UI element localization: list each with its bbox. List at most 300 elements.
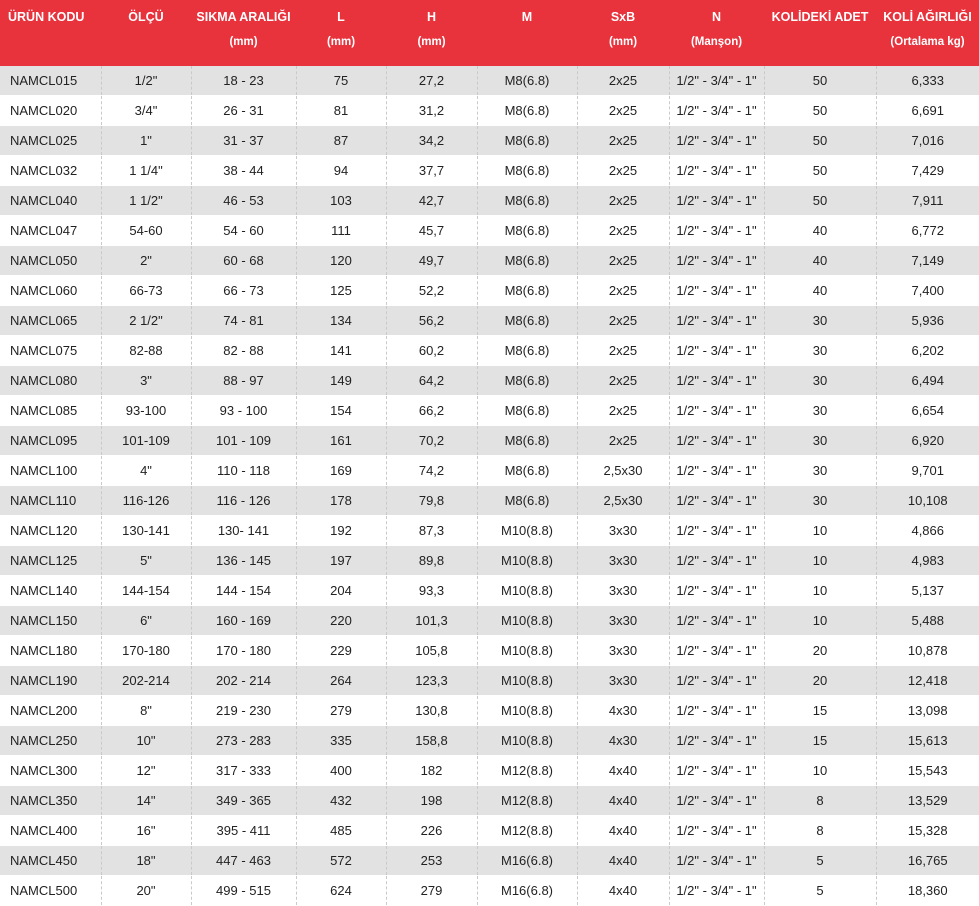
product-code-cell: NAMCL120 [0, 516, 101, 546]
header-clamp-range: SIKMA ARALIĞI [191, 0, 296, 33]
size-cell: 1" [101, 126, 191, 156]
box-quantity-cell: 30 [764, 486, 876, 516]
clamp-range-cell: 349 - 365 [191, 786, 296, 816]
clamp-range-cell: 219 - 230 [191, 696, 296, 726]
h-cell: 37,7 [386, 156, 477, 186]
header-m: M [477, 0, 577, 33]
h-cell: 130,8 [386, 696, 477, 726]
clamp-range-cell: 54 - 60 [191, 216, 296, 246]
clamp-range-cell: 38 - 44 [191, 156, 296, 186]
m-cell: M8(6.8) [477, 456, 577, 486]
clamp-range-cell: 395 - 411 [191, 816, 296, 846]
m-cell: M8(6.8) [477, 66, 577, 96]
size-cell: 10" [101, 726, 191, 756]
product-code-cell: NAMCL080 [0, 366, 101, 396]
size-cell: 6" [101, 606, 191, 636]
header-box-weight: KOLİ AĞIRLIĞI [876, 0, 979, 33]
box-quantity-cell: 10 [764, 756, 876, 786]
m-cell: M10(8.8) [477, 516, 577, 546]
header-sxb: SxB [577, 0, 669, 33]
l-cell: 154 [296, 396, 386, 426]
unit-product-code [0, 33, 101, 66]
unit-m [477, 33, 577, 66]
h-cell: 105,8 [386, 636, 477, 666]
product-code-cell: NAMCL075 [0, 336, 101, 366]
box-quantity-cell: 10 [764, 516, 876, 546]
sxb-cell: 2x25 [577, 426, 669, 456]
n-cell: 1/2" - 3/4" - 1" [669, 216, 764, 246]
box-quantity-cell: 10 [764, 576, 876, 606]
table-row [0, 816, 979, 846]
size-cell: 2" [101, 246, 191, 276]
box-quantity-cell: 15 [764, 696, 876, 726]
l-cell: 432 [296, 786, 386, 816]
sxb-cell: 2x25 [577, 126, 669, 156]
m-cell: M12(8.8) [477, 786, 577, 816]
box-quantity-cell: 50 [764, 186, 876, 216]
h-cell: 93,3 [386, 576, 477, 606]
box-quantity-cell: 50 [764, 66, 876, 96]
m-cell: M12(8.8) [477, 816, 577, 846]
clamp-range-cell: 31 - 37 [191, 126, 296, 156]
table-row [0, 306, 979, 336]
n-cell: 1/2" - 3/4" - 1" [669, 246, 764, 276]
table-row [0, 396, 979, 426]
table-row [0, 666, 979, 696]
size-cell: 12" [101, 756, 191, 786]
box-quantity-cell: 50 [764, 156, 876, 186]
clamp-range-cell: 499 - 515 [191, 876, 296, 906]
n-cell: 1/2" - 3/4" - 1" [669, 846, 764, 876]
box-weight-cell: 4,983 [876, 546, 979, 576]
n-cell: 1/2" - 3/4" - 1" [669, 636, 764, 666]
clamp-range-cell: 88 - 97 [191, 366, 296, 396]
box-weight-cell: 6,920 [876, 426, 979, 456]
size-cell: 1/2" [101, 66, 191, 96]
unit-sxb: (mm) [577, 33, 669, 66]
product-code-cell: NAMCL047 [0, 216, 101, 246]
size-cell: 54-60 [101, 216, 191, 246]
unit-box-weight: (Ortalama kg) [876, 33, 979, 66]
table-row [0, 366, 979, 396]
l-cell: 120 [296, 246, 386, 276]
h-cell: 101,3 [386, 606, 477, 636]
box-quantity-cell: 30 [764, 336, 876, 366]
clamp-range-cell: 116 - 126 [191, 486, 296, 516]
sxb-cell: 4x40 [577, 876, 669, 906]
h-cell: 79,8 [386, 486, 477, 516]
m-cell: M8(6.8) [477, 156, 577, 186]
size-cell: 8" [101, 696, 191, 726]
product-code-cell: NAMCL060 [0, 276, 101, 306]
l-cell: 264 [296, 666, 386, 696]
clamp-range-cell: 130- 141 [191, 516, 296, 546]
table-row [0, 516, 979, 546]
unit-h: (mm) [386, 33, 477, 66]
box-quantity-cell: 30 [764, 396, 876, 426]
h-cell: 27,2 [386, 66, 477, 96]
l-cell: 75 [296, 66, 386, 96]
size-cell: 20" [101, 876, 191, 906]
product-code-cell: NAMCL025 [0, 126, 101, 156]
m-cell: M10(8.8) [477, 666, 577, 696]
h-cell: 49,7 [386, 246, 477, 276]
sxb-cell: 3x30 [577, 666, 669, 696]
clamp-range-cell: 136 - 145 [191, 546, 296, 576]
box-quantity-cell: 30 [764, 456, 876, 486]
box-quantity-cell: 20 [764, 666, 876, 696]
h-cell: 34,2 [386, 126, 477, 156]
m-cell: M10(8.8) [477, 606, 577, 636]
sxb-cell: 3x30 [577, 546, 669, 576]
n-cell: 1/2" - 3/4" - 1" [669, 786, 764, 816]
size-cell: 66-73 [101, 276, 191, 306]
n-cell: 1/2" - 3/4" - 1" [669, 366, 764, 396]
size-cell: 170-180 [101, 636, 191, 666]
box-quantity-cell: 15 [764, 726, 876, 756]
box-weight-cell: 7,400 [876, 276, 979, 306]
l-cell: 400 [296, 756, 386, 786]
box-weight-cell: 6,494 [876, 366, 979, 396]
box-weight-cell: 16,765 [876, 846, 979, 876]
h-cell: 70,2 [386, 426, 477, 456]
unit-l: (mm) [296, 33, 386, 66]
box-weight-cell: 4,866 [876, 516, 979, 546]
header-unit-row [0, 33, 979, 66]
product-code-cell: NAMCL250 [0, 726, 101, 756]
h-cell: 66,2 [386, 396, 477, 426]
box-weight-cell: 7,429 [876, 156, 979, 186]
table-row [0, 216, 979, 246]
table-row [0, 636, 979, 666]
product-code-cell: NAMCL300 [0, 756, 101, 786]
size-cell: 93-100 [101, 396, 191, 426]
l-cell: 178 [296, 486, 386, 516]
n-cell: 1/2" - 3/4" - 1" [669, 396, 764, 426]
sxb-cell: 3x30 [577, 576, 669, 606]
h-cell: 226 [386, 816, 477, 846]
clamp-range-cell: 110 - 118 [191, 456, 296, 486]
size-cell: 1 1/4" [101, 156, 191, 186]
size-cell: 14" [101, 786, 191, 816]
h-cell: 89,8 [386, 546, 477, 576]
product-code-cell: NAMCL190 [0, 666, 101, 696]
l-cell: 103 [296, 186, 386, 216]
box-weight-cell: 15,328 [876, 816, 979, 846]
header-product-code: ÜRÜN KODU [0, 0, 101, 33]
l-cell: 279 [296, 696, 386, 726]
product-code-cell: NAMCL050 [0, 246, 101, 276]
box-weight-cell: 10,108 [876, 486, 979, 516]
l-cell: 111 [296, 216, 386, 246]
product-code-cell: NAMCL500 [0, 876, 101, 906]
h-cell: 182 [386, 756, 477, 786]
n-cell: 1/2" - 3/4" - 1" [669, 456, 764, 486]
box-weight-cell: 7,911 [876, 186, 979, 216]
h-cell: 31,2 [386, 96, 477, 126]
table-row [0, 96, 979, 126]
box-weight-cell: 5,137 [876, 576, 979, 606]
box-quantity-cell: 5 [764, 846, 876, 876]
n-cell: 1/2" - 3/4" - 1" [669, 726, 764, 756]
product-code-cell: NAMCL040 [0, 186, 101, 216]
product-code-cell: NAMCL150 [0, 606, 101, 636]
sxb-cell: 2x25 [577, 216, 669, 246]
clamp-range-cell: 160 - 169 [191, 606, 296, 636]
sxb-cell: 2x25 [577, 156, 669, 186]
m-cell: M10(8.8) [477, 546, 577, 576]
n-cell: 1/2" - 3/4" - 1" [669, 156, 764, 186]
n-cell: 1/2" - 3/4" - 1" [669, 516, 764, 546]
sxb-cell: 2x25 [577, 276, 669, 306]
product-code-cell: NAMCL110 [0, 486, 101, 516]
table-row [0, 156, 979, 186]
table-row [0, 336, 979, 366]
l-cell: 192 [296, 516, 386, 546]
sxb-cell: 2x25 [577, 246, 669, 276]
l-cell: 149 [296, 366, 386, 396]
n-cell: 1/2" - 3/4" - 1" [669, 426, 764, 456]
h-cell: 198 [386, 786, 477, 816]
table-row [0, 546, 979, 576]
n-cell: 1/2" - 3/4" - 1" [669, 876, 764, 906]
l-cell: 572 [296, 846, 386, 876]
l-cell: 197 [296, 546, 386, 576]
table-row [0, 66, 979, 96]
h-cell: 60,2 [386, 336, 477, 366]
clamp-range-cell: 447 - 463 [191, 846, 296, 876]
product-code-cell: NAMCL200 [0, 696, 101, 726]
box-weight-cell: 10,878 [876, 636, 979, 666]
h-cell: 87,3 [386, 516, 477, 546]
sxb-cell: 4x30 [577, 696, 669, 726]
h-cell: 45,7 [386, 216, 477, 246]
box-quantity-cell: 30 [764, 366, 876, 396]
h-cell: 253 [386, 846, 477, 876]
table-row [0, 786, 979, 816]
table-row [0, 426, 979, 456]
box-quantity-cell: 40 [764, 216, 876, 246]
box-quantity-cell: 20 [764, 636, 876, 666]
sxb-cell: 2,5x30 [577, 456, 669, 486]
header-title-row [0, 0, 979, 33]
clamp-range-cell: 66 - 73 [191, 276, 296, 306]
clamp-range-cell: 60 - 68 [191, 246, 296, 276]
size-cell: 130-141 [101, 516, 191, 546]
box-quantity-cell: 40 [764, 246, 876, 276]
m-cell: M8(6.8) [477, 216, 577, 246]
size-cell: 18" [101, 846, 191, 876]
sxb-cell: 3x30 [577, 606, 669, 636]
box-quantity-cell: 50 [764, 96, 876, 126]
product-code-cell: NAMCL350 [0, 786, 101, 816]
clamp-range-cell: 46 - 53 [191, 186, 296, 216]
m-cell: M16(6.8) [477, 876, 577, 906]
box-quantity-cell: 40 [764, 276, 876, 306]
m-cell: M16(6.8) [477, 846, 577, 876]
n-cell: 1/2" - 3/4" - 1" [669, 276, 764, 306]
sxb-cell: 2x25 [577, 186, 669, 216]
size-cell: 82-88 [101, 336, 191, 366]
l-cell: 220 [296, 606, 386, 636]
product-code-cell: NAMCL450 [0, 846, 101, 876]
l-cell: 87 [296, 126, 386, 156]
box-weight-cell: 5,488 [876, 606, 979, 636]
n-cell: 1/2" - 3/4" - 1" [669, 666, 764, 696]
product-code-cell: NAMCL020 [0, 96, 101, 126]
n-cell: 1/2" - 3/4" - 1" [669, 336, 764, 366]
table-row [0, 726, 979, 756]
box-weight-cell: 6,333 [876, 66, 979, 96]
l-cell: 204 [296, 576, 386, 606]
table-row [0, 756, 979, 786]
sxb-cell: 2x25 [577, 306, 669, 336]
l-cell: 624 [296, 876, 386, 906]
n-cell: 1/2" - 3/4" - 1" [669, 576, 764, 606]
box-weight-cell: 15,613 [876, 726, 979, 756]
product-code-cell: NAMCL032 [0, 156, 101, 186]
header-size: ÖLÇÜ [101, 0, 191, 33]
table-row [0, 126, 979, 156]
m-cell: M8(6.8) [477, 366, 577, 396]
clamp-range-cell: 317 - 333 [191, 756, 296, 786]
unit-size [101, 33, 191, 66]
box-quantity-cell: 8 [764, 786, 876, 816]
unit-n: (Manşon) [669, 33, 764, 66]
box-weight-cell: 6,202 [876, 336, 979, 366]
table-row [0, 276, 979, 306]
clamp-range-cell: 144 - 154 [191, 576, 296, 606]
unit-clamp-range: (mm) [191, 33, 296, 66]
m-cell: M10(8.8) [477, 636, 577, 666]
m-cell: M8(6.8) [477, 96, 577, 126]
size-cell: 5" [101, 546, 191, 576]
size-cell: 101-109 [101, 426, 191, 456]
size-cell: 144-154 [101, 576, 191, 606]
product-code-cell: NAMCL140 [0, 576, 101, 606]
box-quantity-cell: 30 [764, 426, 876, 456]
table-row [0, 846, 979, 876]
h-cell: 64,2 [386, 366, 477, 396]
l-cell: 81 [296, 96, 386, 126]
l-cell: 169 [296, 456, 386, 486]
n-cell: 1/2" - 3/4" - 1" [669, 96, 764, 126]
l-cell: 161 [296, 426, 386, 456]
m-cell: M12(8.8) [477, 756, 577, 786]
product-code-cell: NAMCL180 [0, 636, 101, 666]
box-weight-cell: 7,149 [876, 246, 979, 276]
h-cell: 56,2 [386, 306, 477, 336]
sxb-cell: 4x40 [577, 816, 669, 846]
table-row [0, 696, 979, 726]
h-cell: 158,8 [386, 726, 477, 756]
size-cell: 202-214 [101, 666, 191, 696]
n-cell: 1/2" - 3/4" - 1" [669, 486, 764, 516]
box-weight-cell: 18,360 [876, 876, 979, 906]
size-cell: 1 1/2" [101, 186, 191, 216]
m-cell: M10(8.8) [477, 576, 577, 606]
product-code-cell: NAMCL015 [0, 66, 101, 96]
box-weight-cell: 9,701 [876, 456, 979, 486]
box-quantity-cell: 10 [764, 606, 876, 636]
sxb-cell: 2x25 [577, 96, 669, 126]
header-box-quantity: KOLİDEKİ ADET [764, 0, 876, 33]
table-row [0, 186, 979, 216]
product-code-cell: NAMCL085 [0, 396, 101, 426]
size-cell: 116-126 [101, 486, 191, 516]
sxb-cell: 2,5x30 [577, 486, 669, 516]
m-cell: M8(6.8) [477, 276, 577, 306]
m-cell: M10(8.8) [477, 696, 577, 726]
box-weight-cell: 7,016 [876, 126, 979, 156]
size-cell: 2 1/2" [101, 306, 191, 336]
m-cell: M8(6.8) [477, 246, 577, 276]
l-cell: 141 [296, 336, 386, 366]
sxb-cell: 3x30 [577, 516, 669, 546]
m-cell: M8(6.8) [477, 336, 577, 366]
product-code-cell: NAMCL100 [0, 456, 101, 486]
h-cell: 279 [386, 876, 477, 906]
n-cell: 1/2" - 3/4" - 1" [669, 696, 764, 726]
sxb-cell: 4x40 [577, 846, 669, 876]
m-cell: M10(8.8) [477, 726, 577, 756]
header-h: H [386, 0, 477, 33]
m-cell: M8(6.8) [477, 396, 577, 426]
l-cell: 125 [296, 276, 386, 306]
product-code-cell: NAMCL065 [0, 306, 101, 336]
size-cell: 16" [101, 816, 191, 846]
n-cell: 1/2" - 3/4" - 1" [669, 186, 764, 216]
box-weight-cell: 13,529 [876, 786, 979, 816]
clamp-range-cell: 18 - 23 [191, 66, 296, 96]
h-cell: 123,3 [386, 666, 477, 696]
header-l: L [296, 0, 386, 33]
l-cell: 485 [296, 816, 386, 846]
h-cell: 74,2 [386, 456, 477, 486]
table-row [0, 606, 979, 636]
n-cell: 1/2" - 3/4" - 1" [669, 756, 764, 786]
l-cell: 94 [296, 156, 386, 186]
clamp-range-cell: 273 - 283 [191, 726, 296, 756]
product-code-cell: NAMCL125 [0, 546, 101, 576]
box-quantity-cell: 30 [764, 306, 876, 336]
box-quantity-cell: 8 [764, 816, 876, 846]
table-row [0, 876, 979, 906]
n-cell: 1/2" - 3/4" - 1" [669, 606, 764, 636]
n-cell: 1/2" - 3/4" - 1" [669, 66, 764, 96]
sxb-cell: 4x40 [577, 756, 669, 786]
l-cell: 335 [296, 726, 386, 756]
sxb-cell: 2x25 [577, 396, 669, 426]
table-header [0, 0, 979, 66]
box-weight-cell: 6,654 [876, 396, 979, 426]
clamp-range-cell: 74 - 81 [191, 306, 296, 336]
sxb-cell: 3x30 [577, 636, 669, 666]
n-cell: 1/2" - 3/4" - 1" [669, 816, 764, 846]
h-cell: 52,2 [386, 276, 477, 306]
box-quantity-cell: 50 [764, 126, 876, 156]
clamp-range-cell: 93 - 100 [191, 396, 296, 426]
sxb-cell: 4x40 [577, 786, 669, 816]
l-cell: 134 [296, 306, 386, 336]
box-weight-cell: 6,691 [876, 96, 979, 126]
sxb-cell: 2x25 [577, 336, 669, 366]
size-cell: 3/4" [101, 96, 191, 126]
box-weight-cell: 12,418 [876, 666, 979, 696]
box-weight-cell: 6,772 [876, 216, 979, 246]
table-body [0, 66, 979, 906]
h-cell: 42,7 [386, 186, 477, 216]
